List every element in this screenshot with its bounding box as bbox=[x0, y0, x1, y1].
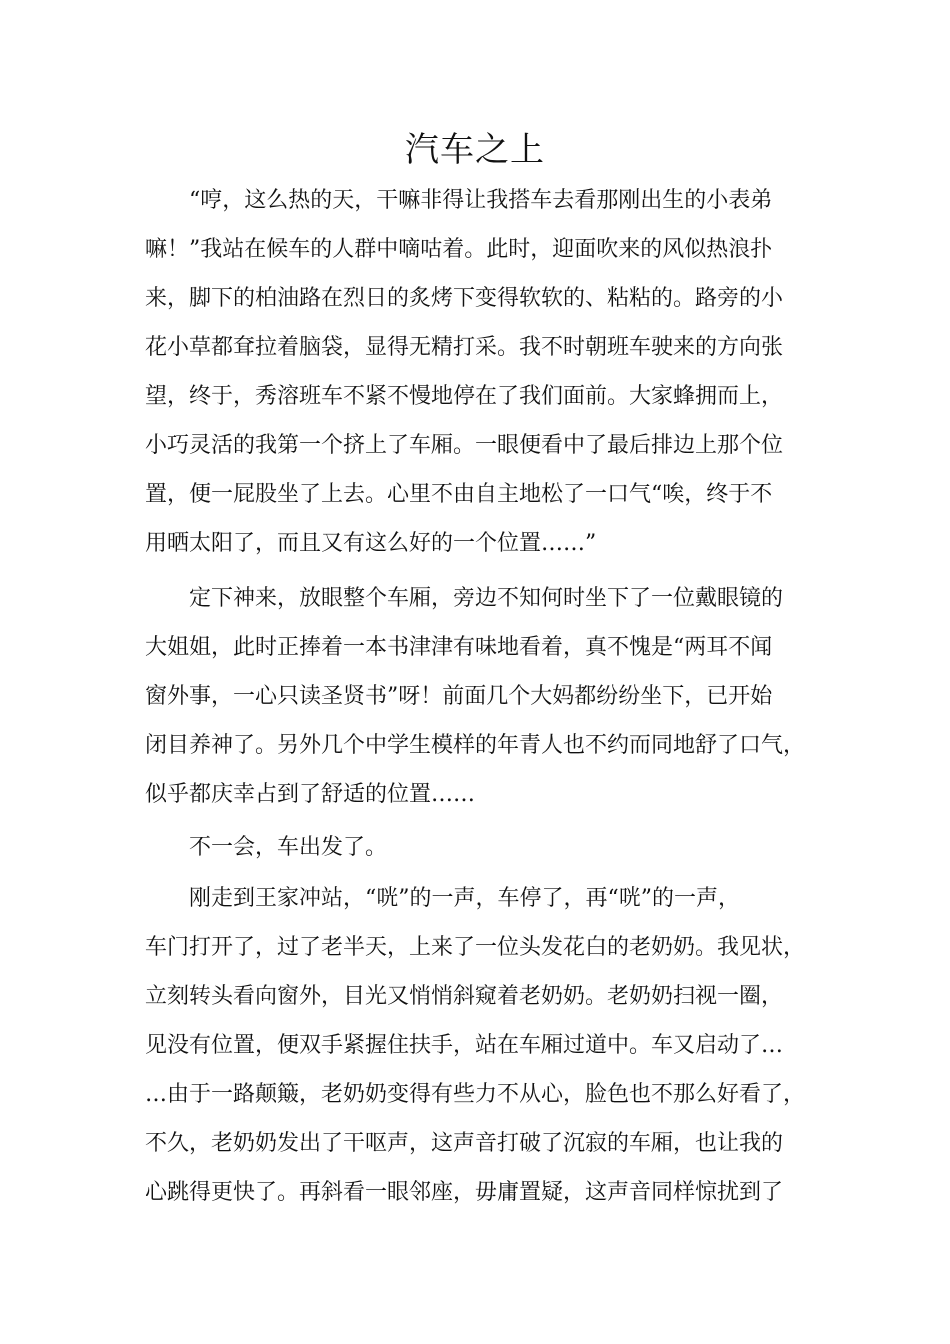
paragraph-line: 不久，老奶奶发出了干呕声，这声音打破了沉寂的车厢，也让我的 bbox=[145, 1131, 784, 1156]
paragraph-line: …由于一路颠簸，老奶奶变得有些力不从心，脸色也不那么好看了， bbox=[145, 1082, 806, 1107]
paragraph-line: 不一会，车出发了。 bbox=[189, 835, 388, 860]
paragraph-line: 似乎都庆幸占到了舒适的位置…… bbox=[145, 782, 476, 807]
paragraph-line: 心跳得更快了。再斜看一眼邻座，毋庸置疑，这声音同样惊扰到了 bbox=[145, 1180, 784, 1205]
paragraph-line: “哼，这么热的天，干嘛非得让我搭车去看那刚出生的小表弟 bbox=[189, 188, 773, 213]
paragraph-line: 见没有位置，便双手紧握住扶手，站在车厢过道中。车又启动了… bbox=[145, 1033, 784, 1058]
paragraph-line: 望，终于，秀溶班车不紧不慢地停在了我们面前。大家蜂拥而上， bbox=[145, 384, 784, 409]
paragraph-line: 来，脚下的柏油路在烈日的炙烤下变得软软的、粘粘的。路旁的小 bbox=[145, 286, 784, 311]
paragraph-line: 嘛！”我站在候车的人群中嘀咕着。此时，迎面吹来的风似热浪扑 bbox=[145, 237, 773, 262]
paragraph-line: 定下神来，放眼整个车厢，旁边不知何时坐下了一位戴眼镜的 bbox=[189, 586, 784, 611]
paragraph-line: 立刻转头看向窗外，目光又悄悄斜窥着老奶奶。老奶奶扫视一圈， bbox=[145, 984, 784, 1009]
paragraph-line: 窗外事，一心只读圣贤书”呀！前面几个大妈都纷纷坐下，已开始 bbox=[145, 684, 773, 709]
paragraph-line: 车门打开了，过了老半天，上来了一位头发花白的老奶奶。我见状， bbox=[145, 935, 806, 960]
paragraph-line: 闭目养神了。另外几个中学生模样的年青人也不约而同地舒了口气， bbox=[145, 733, 806, 758]
paragraph-line: 小巧灵活的我第一个挤上了车厢。一眼便看中了最后排边上那个位 bbox=[145, 433, 784, 458]
paragraph-line: 置，便一屁股坐了上去。心里不由自主地松了一口气“唉，终于不 bbox=[145, 482, 773, 507]
paragraph-line: 用晒太阳了，而且又有这么好的一个位置……” bbox=[145, 531, 597, 556]
paragraph-line: 大姐姐，此时正捧着一本书津津有味地看着，真不愧是“两耳不闻 bbox=[145, 635, 773, 660]
document-title: 汽车之上 bbox=[405, 130, 545, 170]
paragraph-line: 花小草都耷拉着脑袋，显得无精打采。我不时朝班车驶来的方向张 bbox=[145, 335, 784, 360]
paragraph-line: 刚走到王家冲站，“咣”的一声，车停了，再“咣”的一声， bbox=[189, 886, 740, 911]
